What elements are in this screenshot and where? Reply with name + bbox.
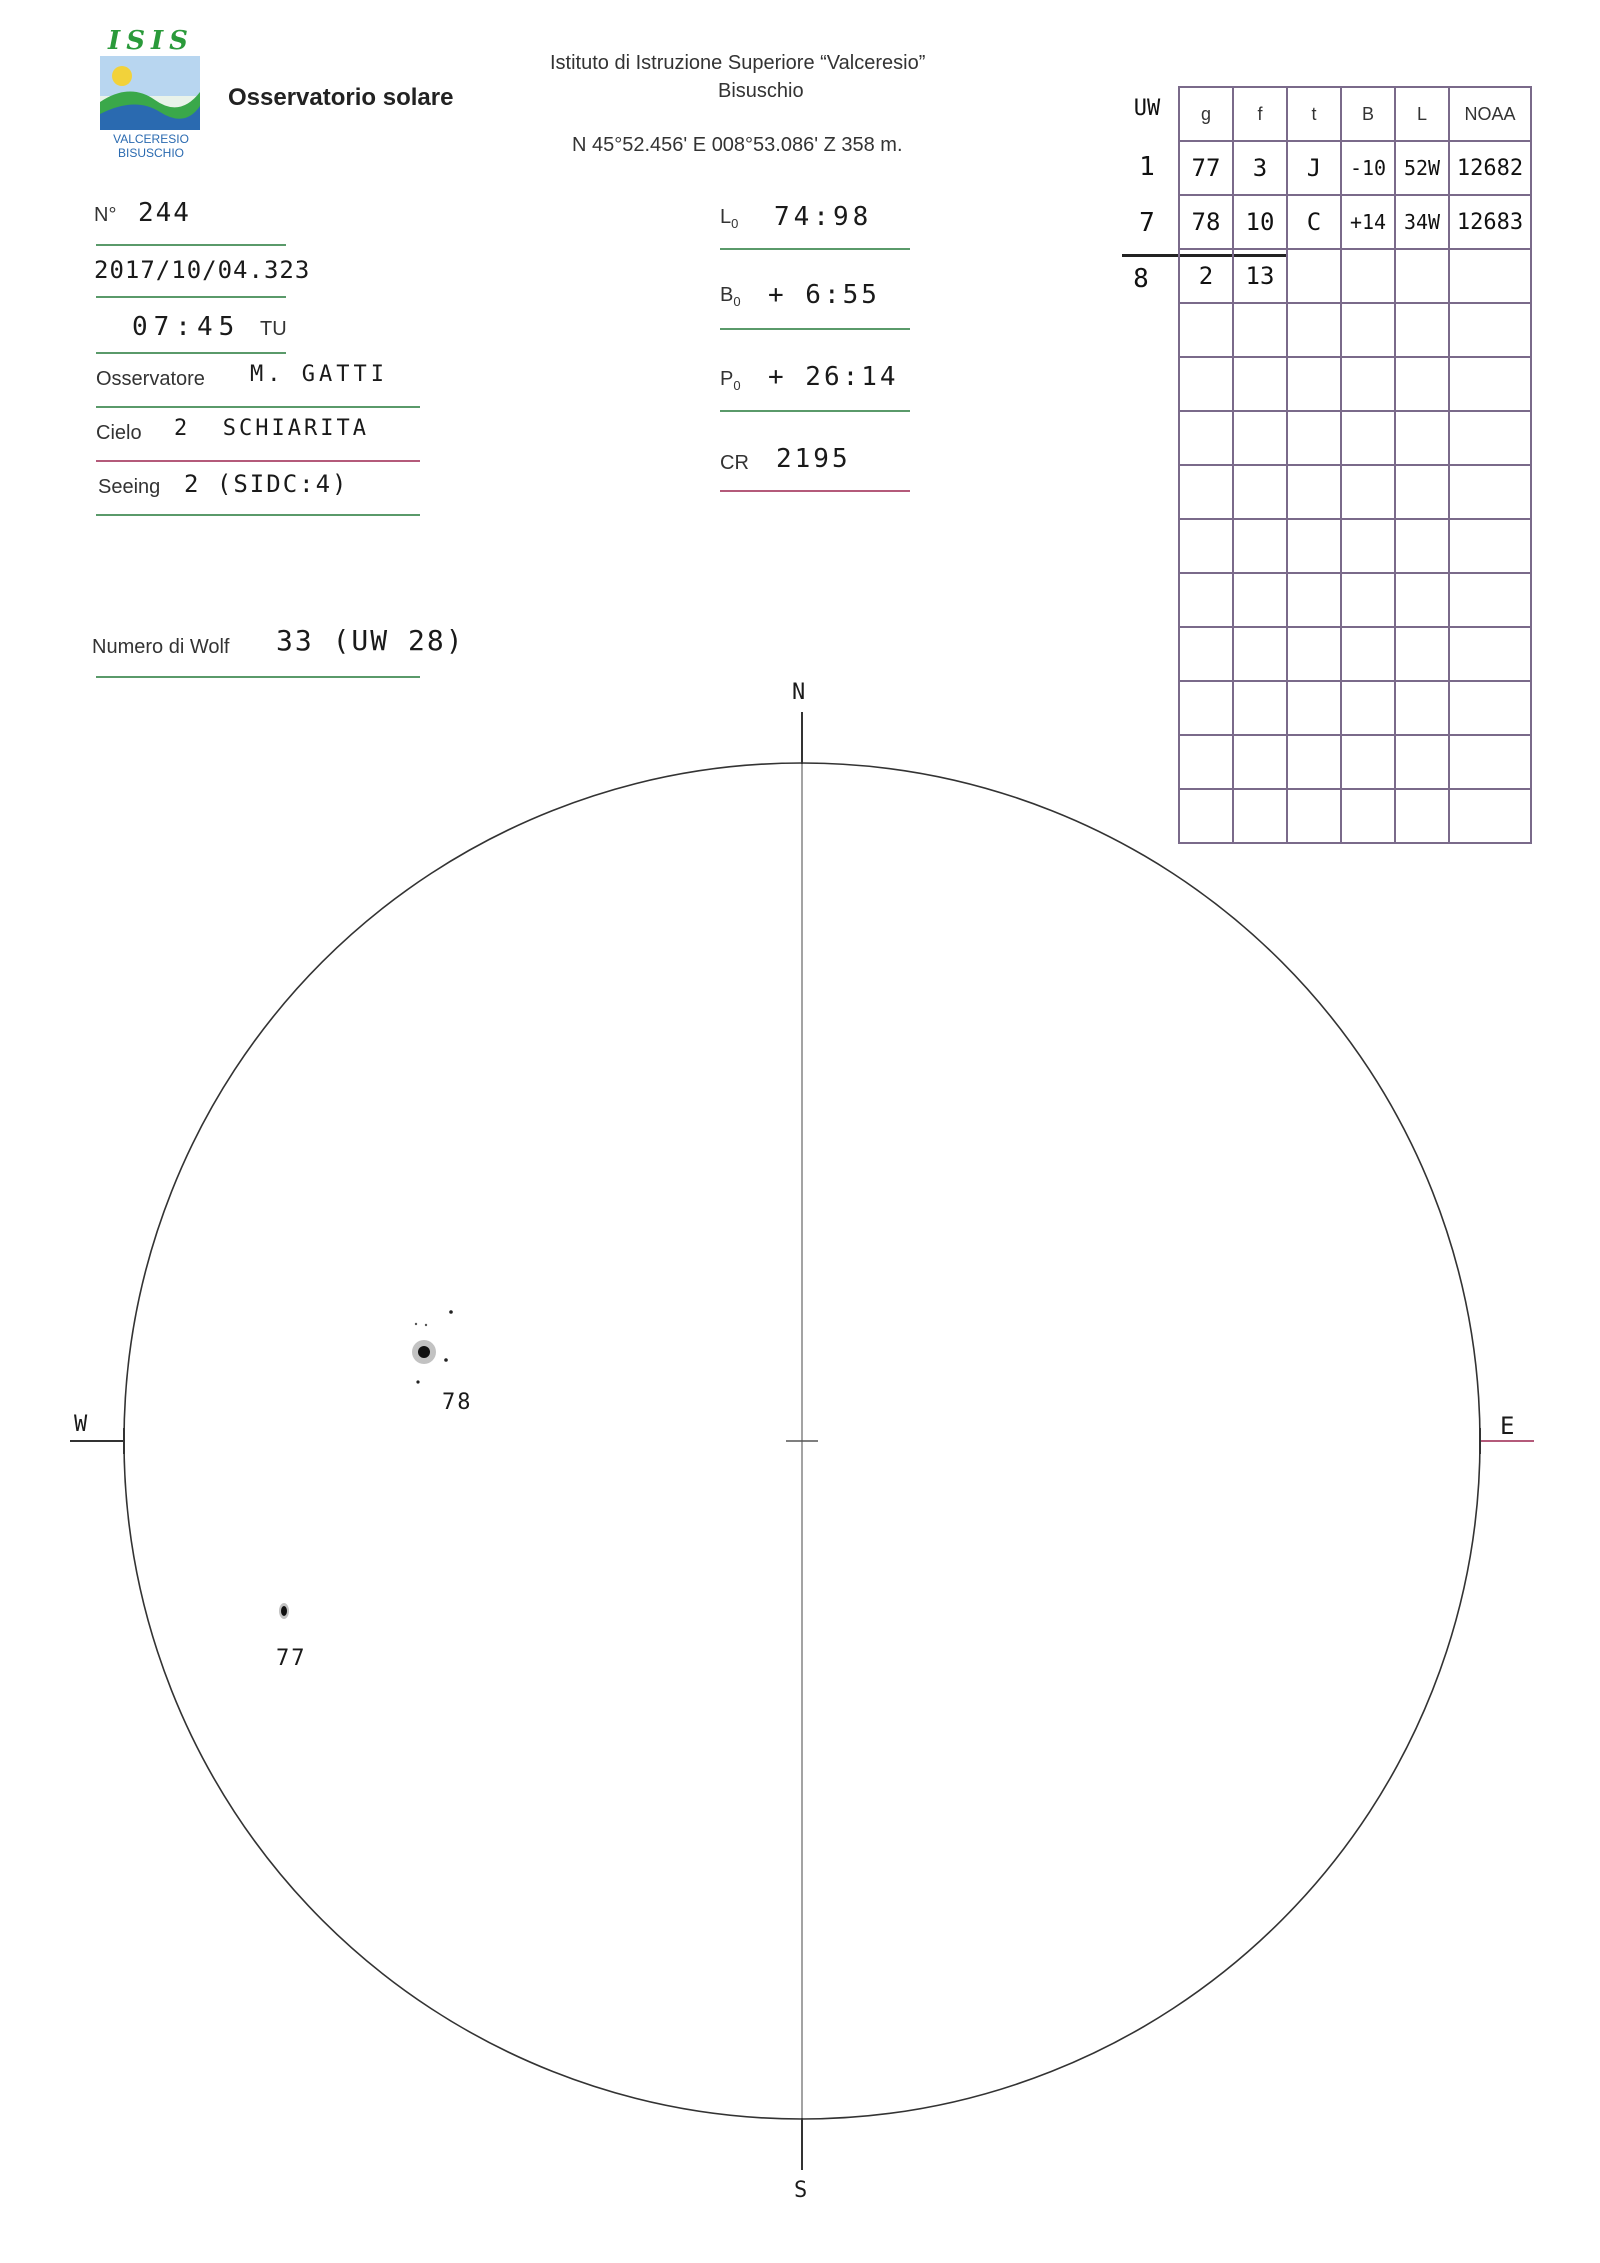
empty-row <box>1179 357 1531 411</box>
empty-cell <box>1395 465 1449 519</box>
table-row <box>1179 195 1531 249</box>
empty-cell <box>1395 357 1449 411</box>
empty-cell <box>1233 519 1287 573</box>
empty-cell <box>1341 789 1395 843</box>
empty-cell <box>1287 735 1341 789</box>
empty-cell <box>1395 627 1449 681</box>
uw-row-1: 1 <box>1139 152 1155 182</box>
sunspot-group-78 <box>412 1310 453 1383</box>
empty-cell <box>1341 681 1395 735</box>
sky-value: 2 SCHIARITA <box>174 416 369 441</box>
empty-row <box>1179 519 1531 573</box>
empty-cell <box>1287 573 1341 627</box>
empty-cell <box>1233 681 1287 735</box>
time-value: 07:45 <box>132 312 241 342</box>
empty-row <box>1179 789 1531 843</box>
logo-sub1: VALCERESIO <box>113 132 189 146</box>
total-f: 13 <box>1233 249 1287 303</box>
empty-cell <box>1449 789 1531 843</box>
south-label: S <box>794 2178 810 2203</box>
empty-cell <box>1179 357 1233 411</box>
b0-sub: 0 <box>733 294 741 309</box>
rule <box>96 406 420 408</box>
empty-row <box>1179 627 1531 681</box>
empty-cell <box>1233 573 1287 627</box>
b0-label <box>720 284 741 309</box>
rule <box>96 296 286 298</box>
empty-row <box>1179 681 1531 735</box>
date-value: 2017/10/04.323 <box>94 256 311 284</box>
uw-row-2: 7 <box>1139 208 1155 238</box>
coordinates: N 45°52.456' E 008°53.086' Z 358 m. <box>572 134 903 156</box>
empty-cell <box>1341 465 1395 519</box>
empty-cell <box>1449 627 1531 681</box>
cell-noaa: 12682 <box>1449 141 1531 195</box>
p0-letter: P <box>720 368 734 390</box>
empty-cell <box>1179 411 1233 465</box>
observer-label: Osservatore <box>96 368 205 390</box>
cell-t: J <box>1287 141 1341 195</box>
empty-cell <box>1179 789 1233 843</box>
col-noaa: NOAA <box>1449 87 1531 141</box>
number-label: N° <box>94 204 117 226</box>
group-77-label: 77 <box>276 1646 307 1671</box>
logo-emblem <box>100 56 200 130</box>
col-g: g <box>1179 87 1233 141</box>
empty-cell <box>1395 735 1449 789</box>
cell-f: 10 <box>1233 195 1287 249</box>
total-g: 2 <box>1179 249 1233 303</box>
rule <box>96 244 286 246</box>
empty-cell <box>1341 573 1395 627</box>
empty-cell <box>1449 519 1531 573</box>
col-f: f <box>1233 87 1287 141</box>
b0-value: + 6:55 <box>768 280 880 310</box>
rule <box>96 676 420 678</box>
uw-header: UW <box>1133 96 1161 121</box>
empty-cell <box>1341 249 1395 303</box>
l0-sub: 0 <box>731 216 739 231</box>
rule <box>720 410 910 412</box>
west-label: W <box>74 1412 90 1437</box>
wolf-label: Numero di Wolf <box>92 636 230 658</box>
observer-value: M. GATTI <box>250 362 388 387</box>
empty-cell <box>1287 411 1341 465</box>
cell-b: -10 <box>1341 141 1395 195</box>
p0-sub: 0 <box>733 378 741 393</box>
rule <box>96 460 420 462</box>
cell-l: 34W <box>1395 195 1449 249</box>
empty-cell <box>1395 573 1449 627</box>
uw-total: 8 <box>1133 264 1149 294</box>
empty-cell <box>1233 357 1287 411</box>
empty-cell <box>1287 627 1341 681</box>
table-total-row <box>1179 249 1531 303</box>
cell-noaa: 12683 <box>1449 195 1531 249</box>
empty-cell <box>1179 303 1233 357</box>
observatory-title: Osservatorio solare <box>228 84 454 111</box>
l0-value: 74:98 <box>774 202 873 232</box>
empty-cell <box>1287 465 1341 519</box>
institute-line1: Istituto di Istruzione Superiore “Valceresio” <box>550 52 926 74</box>
empty-cell <box>1233 411 1287 465</box>
time-unit: TU <box>260 318 287 340</box>
empty-row <box>1179 573 1531 627</box>
empty-cell <box>1233 789 1287 843</box>
b0-letter: B <box>720 284 734 306</box>
empty-cell <box>1341 519 1395 573</box>
north-label: N <box>792 680 808 705</box>
rule <box>96 352 286 354</box>
empty-cell <box>1449 411 1531 465</box>
col-b: B <box>1341 87 1395 141</box>
empty-cell <box>1233 735 1287 789</box>
empty-row <box>1179 411 1531 465</box>
rule <box>720 490 910 492</box>
empty-cell <box>1449 573 1531 627</box>
rule <box>720 328 910 330</box>
cell-g: 77 <box>1179 141 1233 195</box>
empty-cell <box>1449 303 1531 357</box>
empty-cell <box>1233 465 1287 519</box>
empty-cell <box>1449 357 1531 411</box>
cell-b: +14 <box>1341 195 1395 249</box>
empty-cell <box>1179 519 1233 573</box>
empty-cell <box>1395 519 1449 573</box>
cr-label: CR <box>720 452 749 474</box>
empty-cell <box>1341 627 1395 681</box>
col-l: L <box>1395 87 1449 141</box>
empty-cell <box>1449 681 1531 735</box>
seeing-label: Seeing <box>98 476 161 498</box>
group-78-label: 78 <box>442 1390 473 1415</box>
cell-f: 3 <box>1233 141 1287 195</box>
empty-cell <box>1395 249 1449 303</box>
logo-text: ISIS <box>108 26 194 56</box>
empty-cell <box>1341 735 1395 789</box>
cr-value: 2195 <box>776 444 851 474</box>
empty-cell <box>1341 411 1395 465</box>
wolf-value: 33 (UW 28) <box>276 624 465 657</box>
empty-cell <box>1395 411 1449 465</box>
cell-g: 78 <box>1179 195 1233 249</box>
isis-logo <box>96 26 206 162</box>
solar-disk <box>124 763 1480 2119</box>
empty-cell <box>1341 303 1395 357</box>
p0-value: + 26:14 <box>768 362 899 392</box>
rule <box>96 514 420 516</box>
empty-cell <box>1179 573 1233 627</box>
seeing-value: 2 (SIDC:4) <box>184 470 349 498</box>
empty-cell <box>1395 303 1449 357</box>
empty-cell <box>1449 249 1531 303</box>
empty-cell <box>1287 789 1341 843</box>
empty-cell <box>1395 789 1449 843</box>
empty-cell <box>1287 519 1341 573</box>
col-t: t <box>1287 87 1341 141</box>
empty-cell <box>1449 735 1531 789</box>
l0-letter: L <box>720 206 732 228</box>
empty-cell <box>1395 681 1449 735</box>
l0-label <box>720 206 738 231</box>
number-value: 244 <box>138 198 191 228</box>
empty-cell <box>1287 357 1341 411</box>
empty-cell <box>1341 357 1395 411</box>
empty-cell <box>1287 681 1341 735</box>
empty-cell <box>1233 627 1287 681</box>
p0-label <box>720 368 741 393</box>
table-row <box>1179 141 1531 195</box>
empty-cell <box>1179 735 1233 789</box>
table-header-row <box>1179 87 1531 141</box>
rule <box>720 248 910 250</box>
cell-l: 52W <box>1395 141 1449 195</box>
empty-cell <box>1449 465 1531 519</box>
empty-row <box>1179 735 1531 789</box>
groups-table <box>1178 86 1532 844</box>
sky-label: Cielo <box>96 422 142 444</box>
empty-cell <box>1233 303 1287 357</box>
institute-line2: Bisuschio <box>718 80 804 102</box>
cell-t: C <box>1287 195 1341 249</box>
logo-sub2: BISUSCHIO <box>117 146 184 160</box>
empty-row <box>1179 465 1531 519</box>
empty-cell <box>1179 681 1233 735</box>
east-label: E <box>1500 1412 1517 1440</box>
empty-cell <box>1287 249 1341 303</box>
empty-cell <box>1179 465 1233 519</box>
empty-cell <box>1287 303 1341 357</box>
empty-cell <box>1179 627 1233 681</box>
empty-row <box>1179 303 1531 357</box>
sunspot-group-77 <box>279 1603 289 1619</box>
